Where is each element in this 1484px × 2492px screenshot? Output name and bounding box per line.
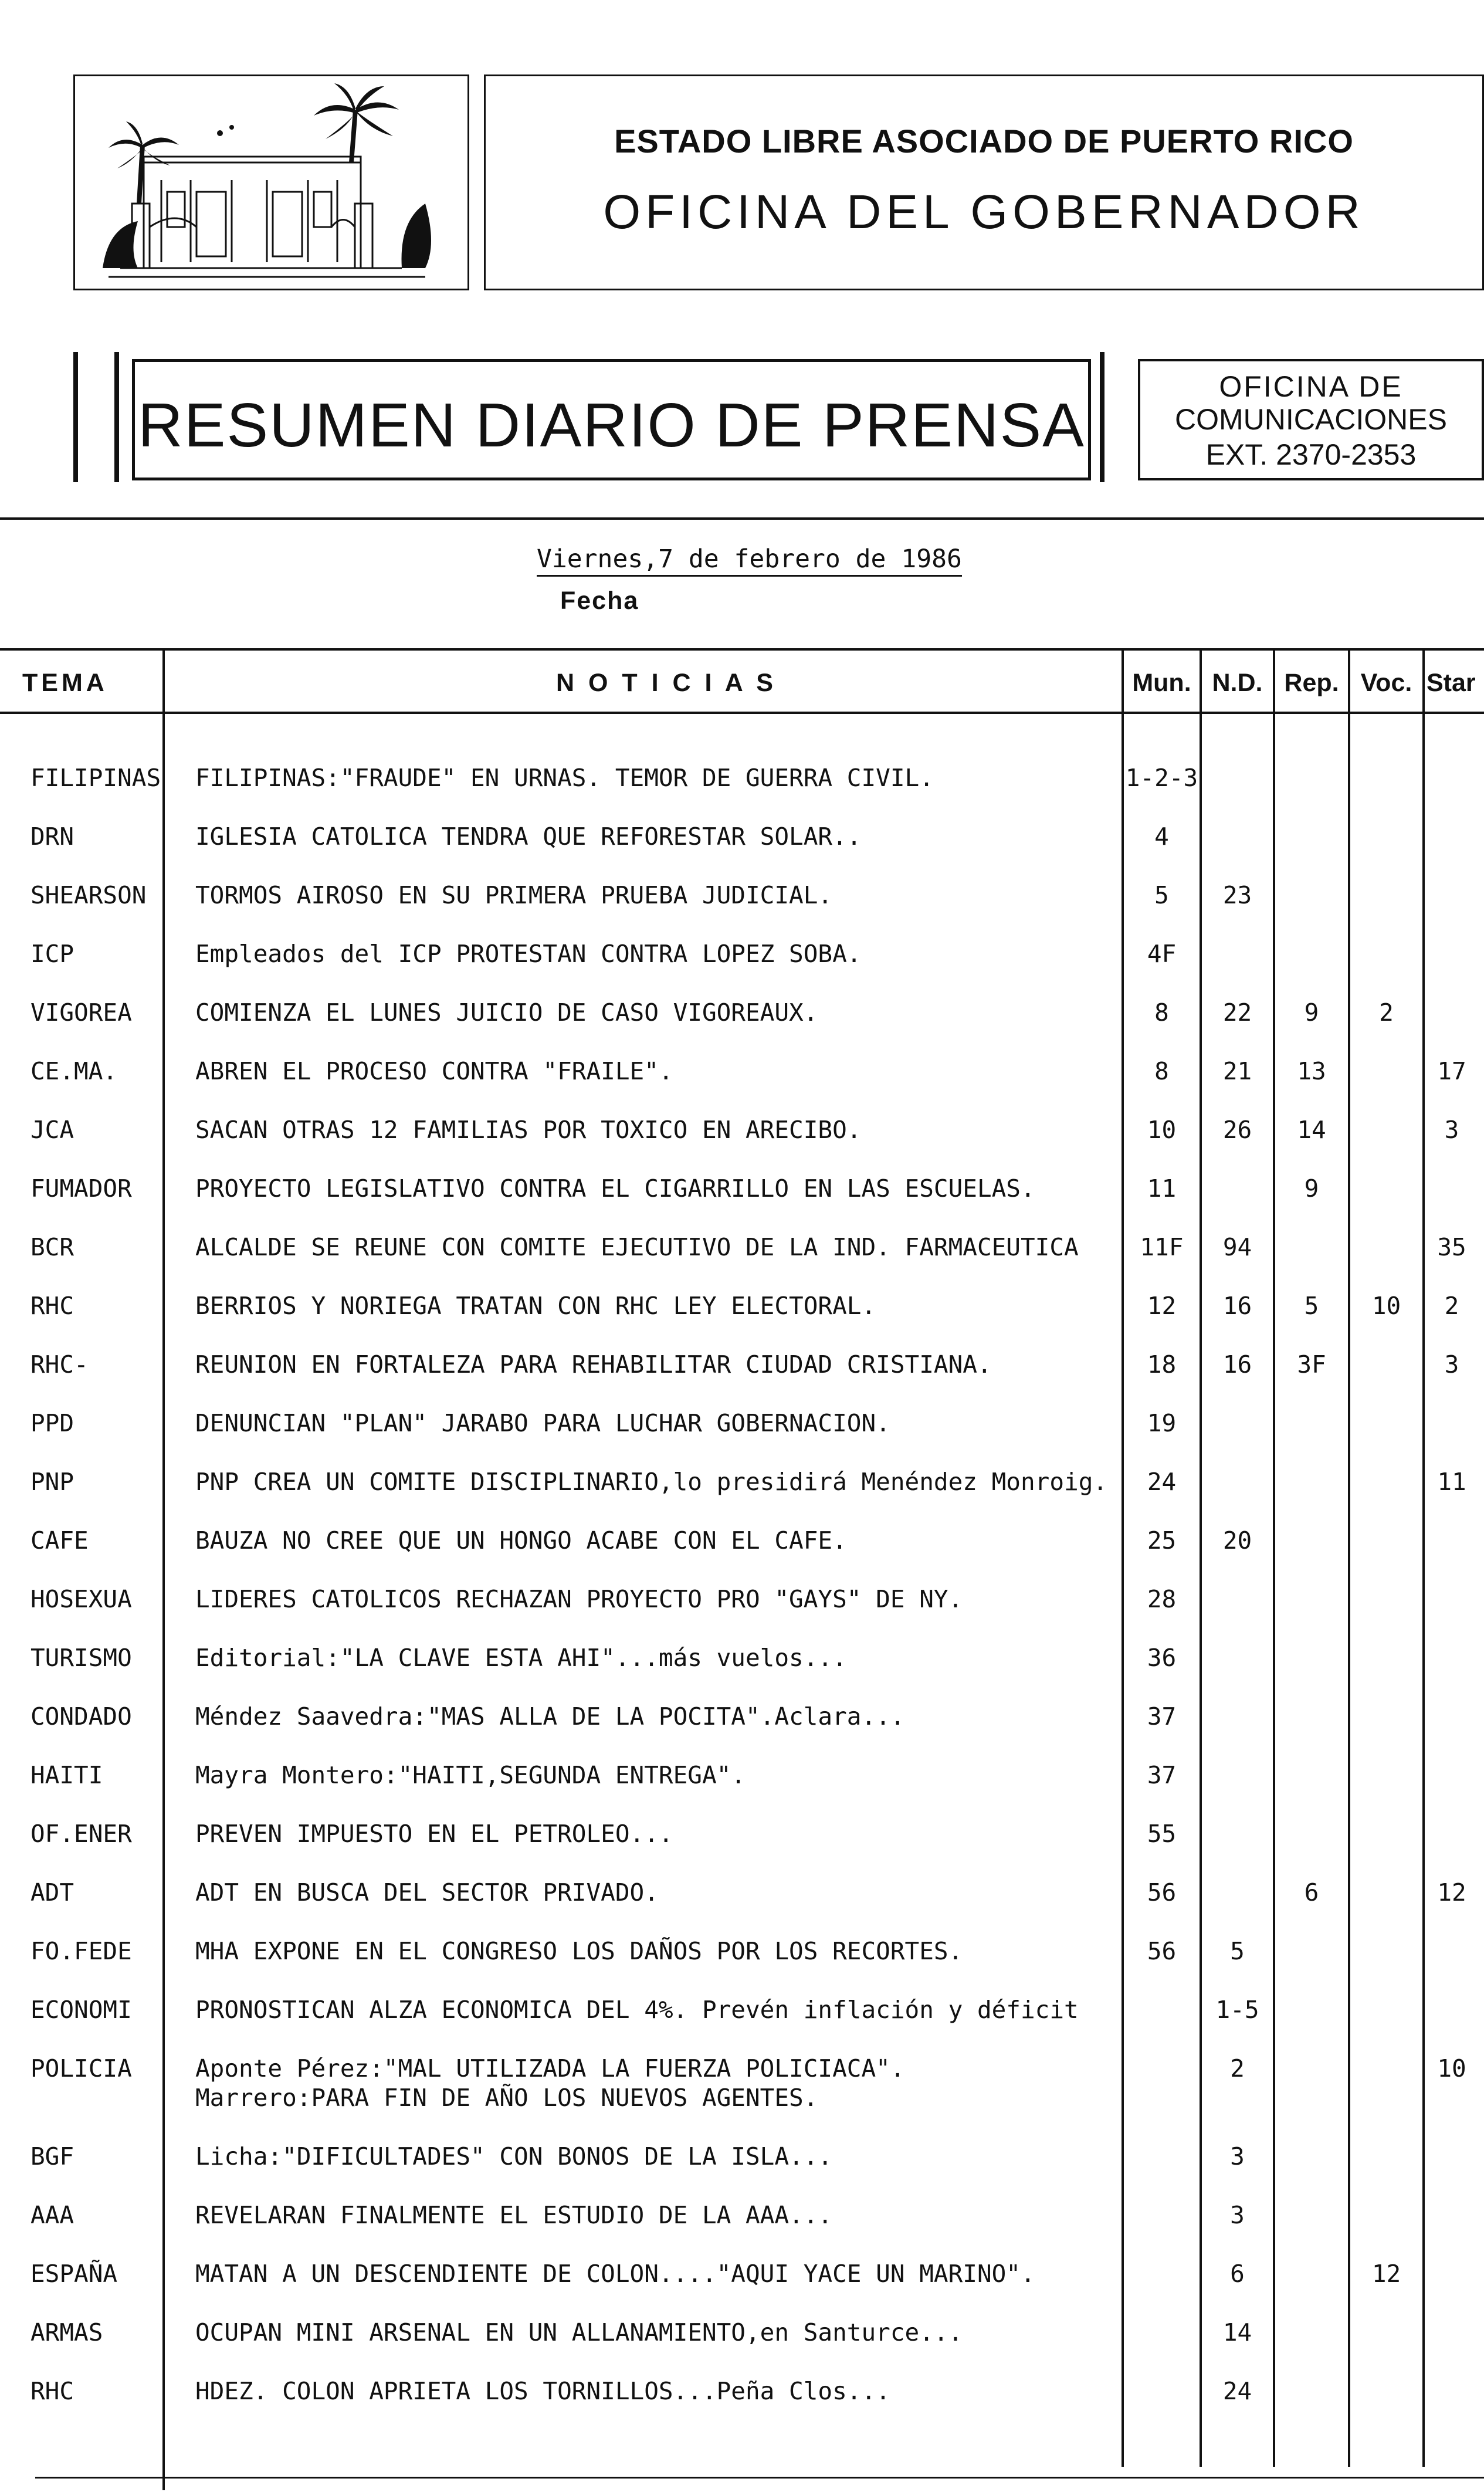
resumen-box: [132, 359, 1091, 480]
mun-page-cell: 5: [1154, 881, 1169, 909]
tema-cell: CAFE: [31, 1526, 89, 1555]
noticia-cell: BERRIOS Y NORIEGA TRATAN CON RHC LEY ELECTORAL.: [195, 1292, 876, 1320]
rep-page-cell: 5: [1304, 1292, 1319, 1320]
star-page-cell: 12: [1437, 1878, 1466, 1907]
header-noticias: N O T I C I A S: [556, 669, 777, 697]
noticia-cell: TORMOS AIROSO EN SU PRIMERA PRUEBA JUDICIAL.: [195, 881, 833, 909]
star-page-cell: 17: [1437, 1057, 1466, 1085]
column-divider: [1422, 648, 1425, 2467]
column-divider: [1273, 648, 1275, 2467]
noticia-cell: REVELARAN FINALMENTE EL ESTUDIO DE LA AAA...: [195, 2201, 833, 2229]
noticia-cell: Empleados del ICP PROTESTAN CONTRA LOPEZ SOBA.: [195, 940, 862, 968]
mun-page-cell: 28: [1147, 1585, 1177, 1613]
tema-cell: BCR: [31, 1233, 74, 1261]
noticia-cell: ALCALDE SE REUNE CON COMITE EJECUTIVO DE LA IND. FARMACEUTICA: [195, 1233, 1079, 1261]
mun-page-cell: 25: [1147, 1526, 1177, 1555]
noticia-cell: MATAN A UN DESCENDIENTE DE COLON...."AQUI YACE UN MARINO".: [195, 2260, 1035, 2288]
mun-page-cell: 56: [1147, 1937, 1177, 1965]
mun-page-cell: 12: [1147, 1292, 1177, 1320]
nd-page-cell: 1-5: [1215, 1996, 1259, 2024]
rep-page-cell: 13: [1297, 1057, 1326, 1085]
nd-page-cell: 14: [1222, 2318, 1252, 2347]
decorative-bar: [73, 352, 78, 482]
nd-page-cell: 16: [1222, 1292, 1252, 1320]
header-star: Star: [1427, 669, 1476, 697]
tema-cell: FILIPINAS: [31, 764, 161, 792]
noticia-cell: SACAN OTRAS 12 FAMILIAS POR TOXICO EN ARECIBO.: [195, 1116, 862, 1144]
fecha-value: Viernes,7 de febrero de 1986: [537, 544, 962, 577]
tema-cell: SHEARSON: [31, 881, 147, 909]
tema-cell: CE.MA.: [31, 1057, 118, 1085]
mun-page-cell: 55: [1147, 1820, 1177, 1848]
tema-cell: RHC: [31, 1292, 74, 1320]
tema-cell: RHC: [31, 2377, 74, 2405]
noticia-cell: REUNION EN FORTALEZA PARA REHABILITAR CIUDAD CRISTIANA.: [195, 1350, 992, 1379]
voc-page-cell: 2: [1379, 998, 1394, 1027]
star-page-cell: 10: [1437, 2054, 1466, 2083]
tema-cell: ADT: [31, 1878, 74, 1907]
nd-page-cell: 5: [1230, 1937, 1245, 1965]
nd-page-cell: 23: [1222, 881, 1252, 909]
tema-cell: FO.FEDE: [31, 1937, 132, 1965]
table-top-border: [0, 648, 1484, 651]
noticia-cell: BAUZA NO CREE QUE UN HONGO ACABE CON EL CAFE.: [195, 1526, 847, 1555]
noticia-cell: Licha:"DIFICULTADES" CON BONOS DE LA ISLA...: [195, 2142, 833, 2171]
mun-page-cell: 4F: [1147, 940, 1177, 968]
fortaleza-logo-image: [73, 75, 469, 290]
voc-page-cell: 12: [1371, 2260, 1401, 2288]
noticia-cell: HDEZ. COLON APRIETA LOS TORNILLOS...Peña Clos...: [195, 2377, 890, 2405]
mun-page-cell: 10: [1147, 1116, 1177, 1144]
decorative-bar: [114, 352, 119, 482]
noticia-cell: MHA EXPONE EN EL CONGRESO LOS DAÑOS POR LOS RECORTES.: [195, 1937, 963, 1965]
noticia-cell: PRONOSTICAN ALZA ECONOMICA DEL 4%. Prevén inflación y déficit: [195, 1996, 1079, 2024]
header-rep: Rep.: [1284, 669, 1339, 697]
noticia-cell: FILIPINAS:"FRAUDE" EN URNAS. TEMOR DE GUERRA CIVIL.: [195, 764, 934, 792]
estado-libre-asociado-title: ESTADO LIBRE ASOCIADO DE PUERTO RICO: [614, 123, 1354, 160]
mun-page-cell: 56: [1147, 1878, 1177, 1907]
voc-page-cell: 10: [1371, 1292, 1401, 1320]
nd-page-cell: 3: [1230, 2142, 1245, 2171]
tema-cell: ARMAS: [31, 2318, 103, 2347]
resumen-diario-title: RESUMEN DIARIO DE PRENSA: [138, 391, 1085, 460]
tema-cell: RHC-: [31, 1350, 89, 1379]
column-divider: [1200, 648, 1202, 2467]
tema-cell: HAITI: [31, 1761, 103, 1789]
nd-page-cell: 20: [1222, 1526, 1252, 1555]
noticia-cell: ADT EN BUSCA DEL SECTOR PRIVADO.: [195, 1878, 659, 1907]
nd-page-cell: 26: [1222, 1116, 1252, 1144]
tema-cell: VIGOREA: [31, 998, 132, 1027]
star-page-cell: 11: [1437, 1468, 1466, 1496]
title-box: [484, 75, 1484, 290]
comunicaciones-line: COMUNICACIONES: [1175, 403, 1447, 436]
column-divider: [162, 648, 165, 2490]
rep-page-cell: 14: [1297, 1116, 1326, 1144]
header-voc: Voc.: [1360, 669, 1412, 697]
mun-page-cell: 4: [1154, 822, 1169, 851]
tema-cell: AAA: [31, 2201, 74, 2229]
noticia-cell: PNP CREA UN COMITE DISCIPLINARIO,lo presidirá Menéndez Monroig.: [195, 1468, 1108, 1496]
noticia-cell: COMIENZA EL LUNES JUICIO DE CASO VIGOREAUX.: [195, 998, 818, 1027]
noticia-cell-line2: Marrero:PARA FIN DE AÑO LOS NUEVOS AGENTES.: [195, 2084, 818, 2112]
mun-page-cell: 19: [1147, 1409, 1177, 1437]
noticia-cell: OCUPAN MINI ARSENAL EN UN ALLANAMIENTO,en Santurce...: [195, 2318, 963, 2347]
noticia-cell: IGLESIA CATOLICA TENDRA QUE REFORESTAR SOLAR..: [195, 822, 862, 851]
fecha-label: Fecha: [560, 587, 639, 615]
noticia-cell: PROYECTO LEGISLATIVO CONTRA EL CIGARRILLO EN LAS ESCUELAS.: [195, 1174, 1035, 1203]
nd-page-cell: 24: [1222, 2377, 1252, 2405]
rep-page-cell: 3F: [1297, 1350, 1326, 1379]
noticia-cell: DENUNCIAN "PLAN" JARABO PARA LUCHAR GOBERNACION.: [195, 1409, 890, 1437]
header-divider: [0, 517, 1484, 520]
rep-page-cell: 9: [1304, 1174, 1319, 1203]
nd-page-cell: 16: [1222, 1350, 1252, 1379]
mun-page-cell: 18: [1147, 1350, 1177, 1379]
comunicaciones-extension: EXT. 2370-2353: [1205, 438, 1417, 471]
tema-cell: BGF: [31, 2142, 74, 2171]
star-page-cell: 35: [1437, 1233, 1466, 1261]
mun-page-cell: 11: [1147, 1174, 1177, 1203]
comunicaciones-line: OFICINA DE: [1219, 370, 1403, 403]
header-mun: Mun.: [1132, 669, 1191, 697]
noticia-cell: Mayra Montero:"HAITI,SEGUNDA ENTREGA".: [195, 1761, 746, 1789]
mun-page-cell: 37: [1147, 1702, 1177, 1731]
star-page-cell: 3: [1444, 1116, 1459, 1144]
header-tema: TEMA: [22, 669, 108, 697]
tema-cell: CONDADO: [31, 1702, 132, 1731]
tema-cell: PNP: [31, 1468, 74, 1496]
nd-page-cell: 3: [1230, 2201, 1245, 2229]
star-page-cell: 3: [1444, 1350, 1459, 1379]
noticia-cell: Aponte Pérez:"MAL UTILIZADA LA FUERZA POLICIACA".: [195, 2054, 905, 2083]
mun-page-cell: 11F: [1140, 1233, 1184, 1261]
bottom-rule: [35, 2477, 1484, 2479]
star-page-cell: 2: [1444, 1292, 1459, 1320]
noticia-cell: Editorial:"LA CLAVE ESTA AHI"...más vuelos...: [195, 1644, 847, 1672]
tema-cell: ECONOMI: [31, 1996, 132, 2024]
decorative-bar: [1100, 352, 1104, 482]
nd-page-cell: 22: [1222, 998, 1252, 1027]
mun-page-cell: 8: [1154, 998, 1169, 1027]
mun-page-cell: 8: [1154, 1057, 1169, 1085]
comunicaciones-box: [1138, 359, 1484, 480]
nd-page-cell: 21: [1222, 1057, 1252, 1085]
tema-cell: FUMADOR: [31, 1174, 132, 1203]
header-nd: N.D.: [1212, 669, 1263, 697]
mun-page-cell: 36: [1147, 1644, 1177, 1672]
tema-cell: ICP: [31, 940, 74, 968]
nd-page-cell: 94: [1222, 1233, 1252, 1261]
noticia-cell: ABREN EL PROCESO CONTRA "FRAILE".: [195, 1057, 673, 1085]
column-divider: [1348, 648, 1350, 2467]
nd-page-cell: 6: [1230, 2260, 1245, 2288]
noticia-cell: LIDERES CATOLICOS RECHAZAN PROYECTO PRO "GAYS" DE NY.: [195, 1585, 963, 1613]
mun-page-cell: 1-2-3: [1125, 764, 1198, 792]
rep-page-cell: 6: [1304, 1878, 1319, 1907]
column-divider: [1122, 648, 1124, 2467]
tema-cell: PPD: [31, 1409, 74, 1437]
tema-cell: JCA: [31, 1116, 74, 1144]
tema-cell: OF.ENER: [31, 1820, 132, 1848]
nd-page-cell: 2: [1230, 2054, 1245, 2083]
mun-page-cell: 37: [1147, 1761, 1177, 1789]
tema-cell: ESPAÑA: [31, 2260, 118, 2288]
noticia-cell: Méndez Saavedra:"MAS ALLA DE LA POCITA".Aclara...: [195, 1702, 905, 1731]
tema-cell: TURISMO: [31, 1644, 132, 1672]
tema-cell: POLICIA: [31, 2054, 132, 2083]
noticia-cell: PREVEN IMPUESTO EN EL PETROLEO...: [195, 1820, 673, 1848]
rep-page-cell: 9: [1304, 998, 1319, 1027]
mun-page-cell: 24: [1147, 1468, 1177, 1496]
tema-cell: DRN: [31, 822, 74, 851]
oficina-del-gobernador-title: OFICINA DEL GOBERNADOR: [603, 185, 1365, 239]
table-header-border: [0, 712, 1484, 714]
tema-cell: HOSEXUA: [31, 1585, 132, 1613]
